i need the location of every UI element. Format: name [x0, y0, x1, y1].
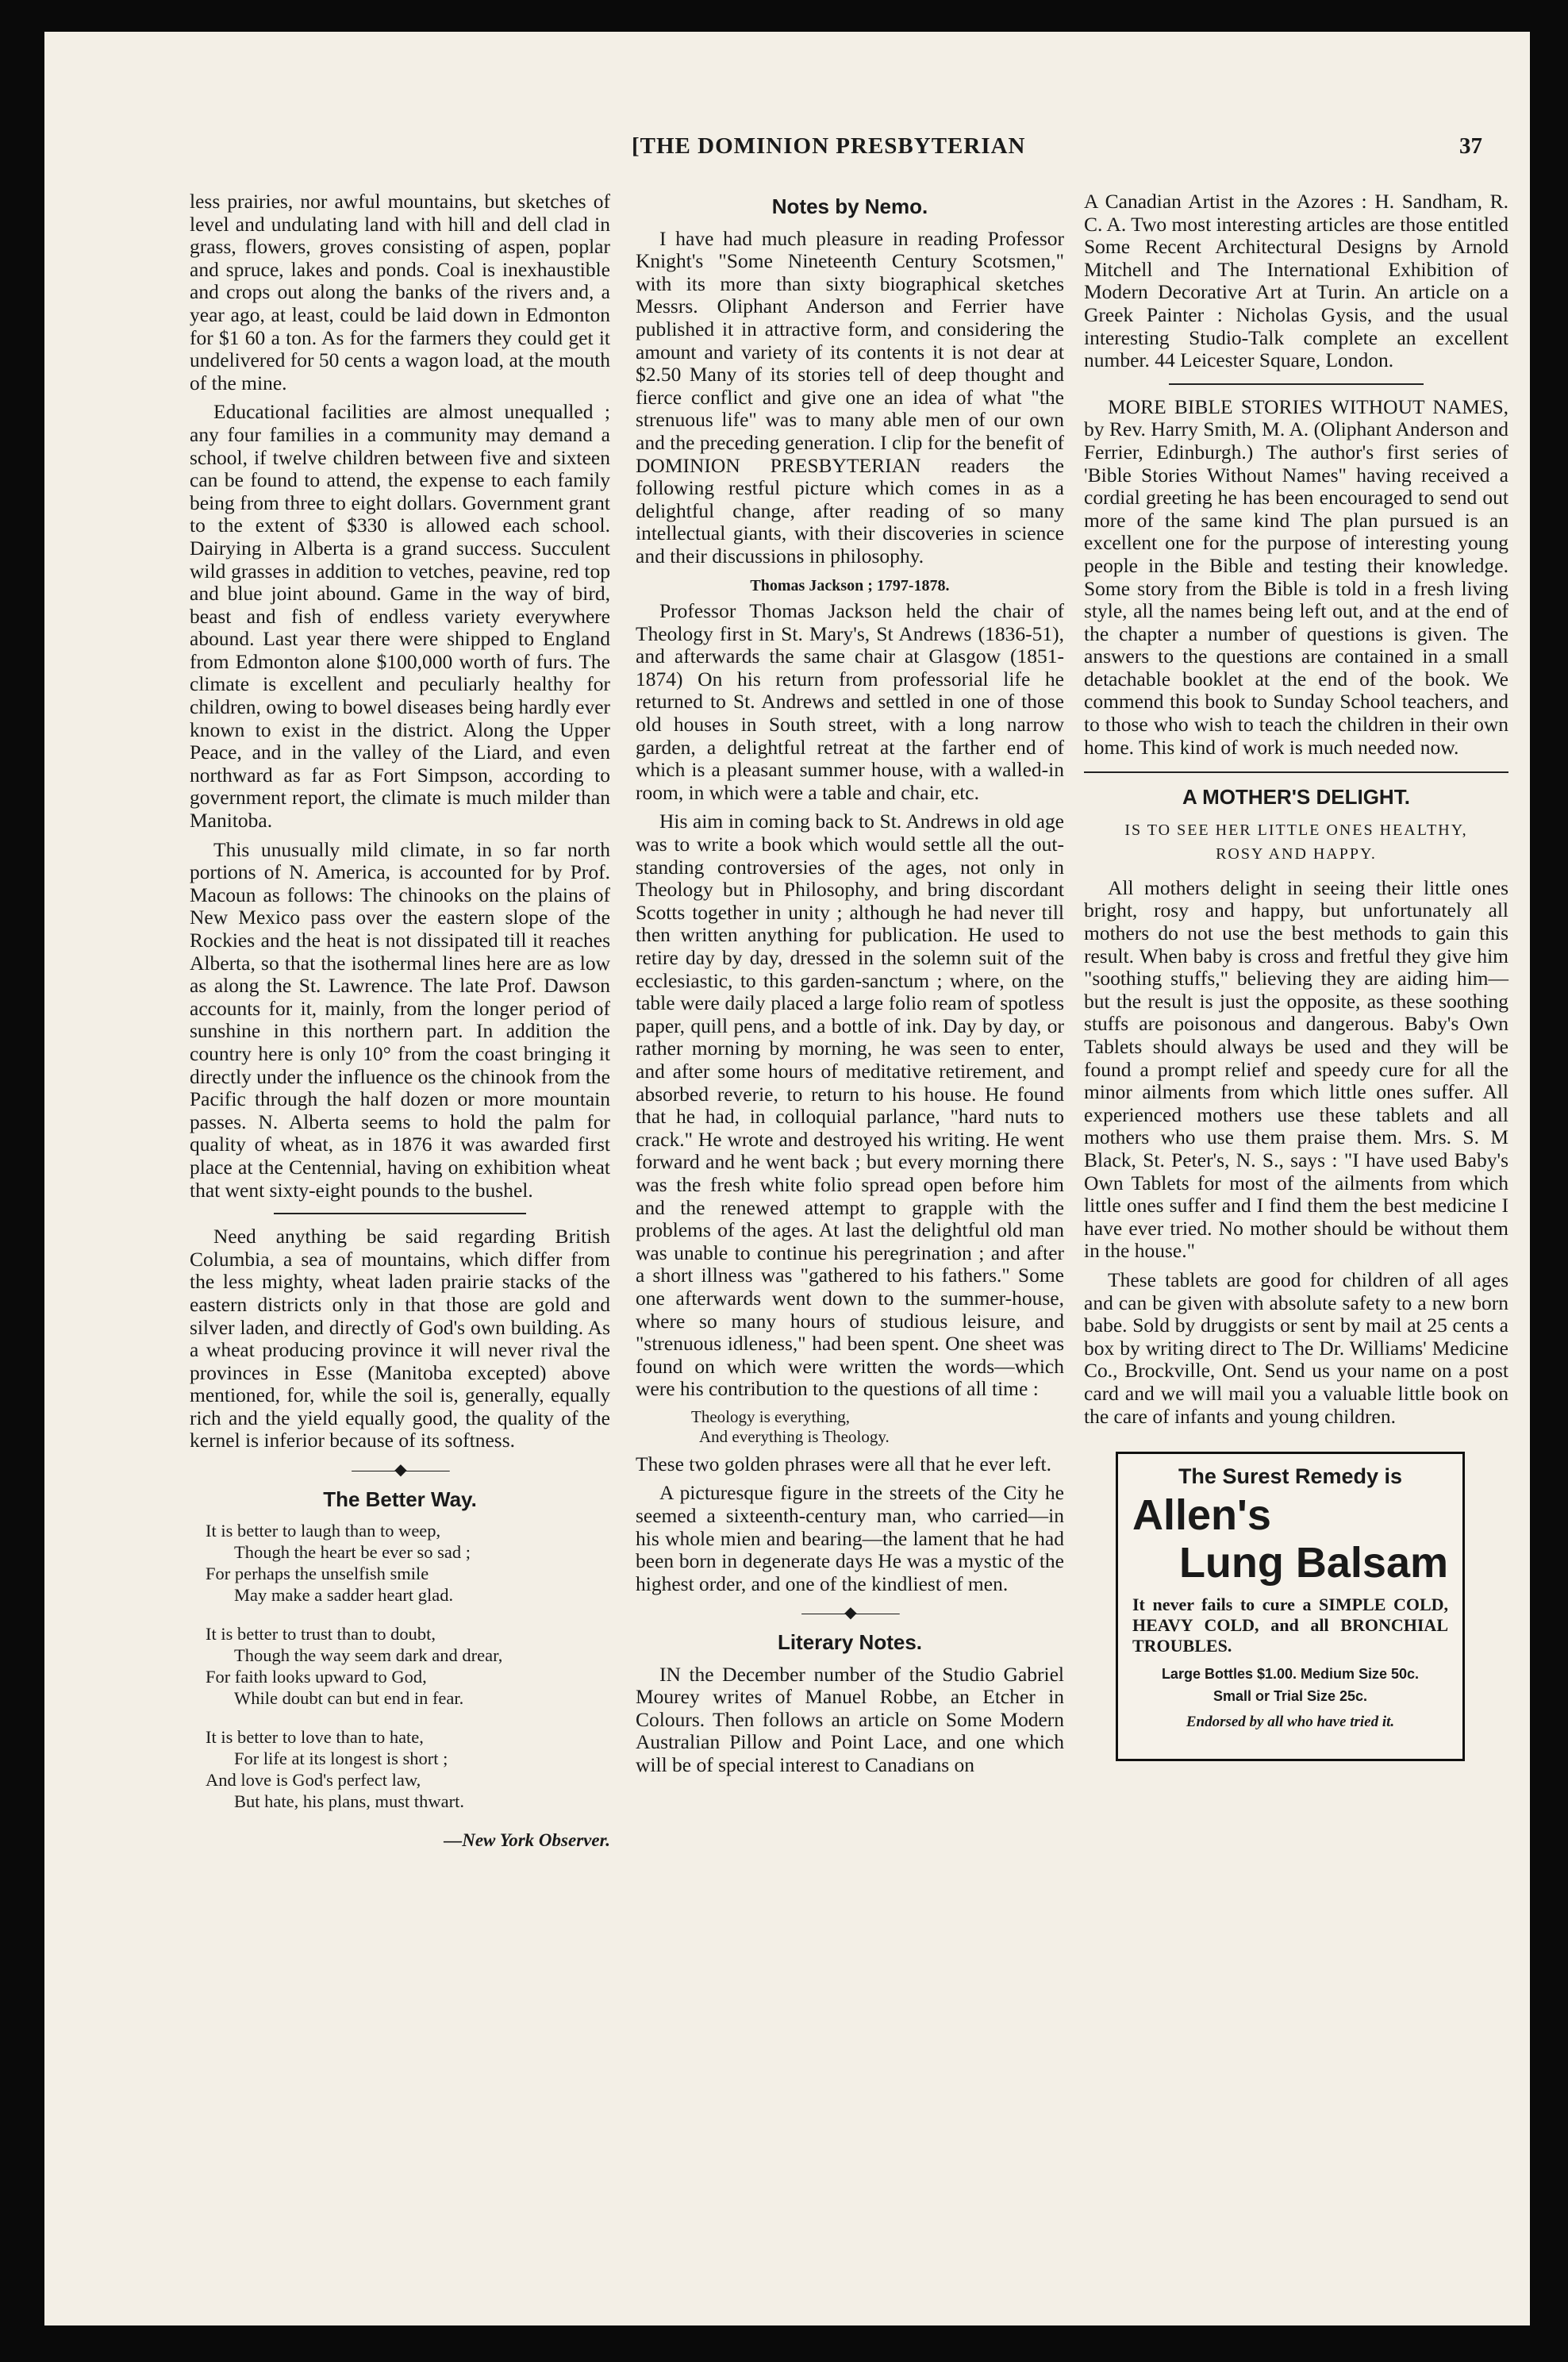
divider [1169, 383, 1424, 385]
ad-prices: Small or Trial Size 25c. [1213, 1688, 1368, 1705]
ad-body: It never fails to cure a SIMPLE COLD, HEAVY COLD, and all BRONCHIAL TROUBLES. [1132, 1594, 1448, 1656]
ad-prices: Large Bottles $1.00. Medium Size 50c. [1161, 1665, 1420, 1682]
poem-stanza [206, 1623, 610, 1709]
poem-line: And love is God's perfect law, [206, 1770, 421, 1791]
poem-line: For life at its longest is short ; [234, 1748, 448, 1769]
poem-line: It is better to love than to hate, [206, 1727, 424, 1748]
paragraph: I have had much pleasure in reading Professor Knight's "Some Nineteenth Century Scotsmen," with its more than sixty biographical sketches Messrs. Oliphant Anderson and Ferrier have published it in attractive form, and considering the amount and variety of its contents it is not dear at $2.50 Many of its stories tell of deep thought and fierce conflict and give one an idea of what "the strenuous life" was to many able men of our own and the preceding generation. I clip for the benefit of DOMINION PRESBYTERIAN readers the following restful picture which comes in as a delightful change, after reading of so many intellectual giants, with their discoveries in science and their discussions in philosophy. [636, 226, 1064, 567]
ad-product-name: Allen's [1132, 1491, 1271, 1539]
column-1 [190, 190, 610, 1852]
poem-stanza [206, 1726, 610, 1812]
poem-line: For faith looks upward to God, [206, 1667, 427, 1687]
quotation [691, 1407, 1064, 1447]
paragraph: less prairies, nor awful mountains, but sketches of level and undulating land with hill and dell clad in grass, flowers, groves consisting of aspen, poplar and spruce, lakes and ponds. Coal is inexhaustible and crops out along the banks of the rivers and, a year ago, at least, could be laid down in Edmonton for $1 60 a ton. As for the farmers they could get it undelivered for 50 cents a wagon load, at the mouth of the mine. [190, 190, 610, 394]
poem-line: For perhaps the unselfish smile [206, 1564, 429, 1584]
running-title: [THE DOMINION PRESBYTERIAN [632, 133, 1026, 159]
poem-line: May make a sadder heart glad. [234, 1585, 454, 1606]
paragraph: Need anything be said regarding British Columbia, a sea of mountains, which differ from the less mighty, wheat laden prairie stacks of the eastern districts only in that those are gold and silver laden, and directly of God's own building. As a wheat producing province it will never rival the provinces in Esse (Manitoba excepted) above mentioned, for, while the soil is, generally, equally rich and the yield equally good, the quality of the kernel is inferior because of its softness. [190, 1225, 610, 1452]
section-title: Notes by Nemo. [771, 194, 928, 218]
paragraph: A Canadian Artist in the Azores : H. Sandham, R. C. A. Two most interesting articles are those entitled Some Recent Architectural Designs by Arnold Mitchell and The International Exhibition of Modern Decorative Art at Turin. An article on a Greek Painter : Nicholas Gysis, and the usual interesting Studio-Talk complete an excellent number. 44 Leicester Square, London. [1084, 190, 1508, 372]
paragraph: IN the December number of the Studio Gabriel Mourey writes of Manuel Robbe, an Etcher in Colours. Then follows an article on Some Modern Australian Pillow and Point Lace, and one which will be of special interest to Canadians on [636, 1662, 1064, 1776]
poem-title: The Better Way. [323, 1487, 477, 1511]
poem-line: Though the heart be ever so sad ; [234, 1542, 471, 1563]
poem-stanza [206, 1520, 610, 1606]
quote-line: And everything is Theology. [699, 1426, 890, 1446]
paragraph: Educational facilities are almost unequalled ; any four families in a community may demand a school, if twelve children between five and sixteen can be found to attend, the expense to each family being from three to eight dollars. Government grant to the extent of $330 is allowed each school. Dairying in Alberta is a grand success. Succulent wild grasses in addition to vetches, peavine, red top and blue joint abound. Game in the way of bird, beast and fish of endless variety everywhere abound. Last year there were shipped to England from Edmonton alone $100,000 worth of furs. The climate is excellent and peculiarly healthy for children, owing to bowel diseases being hardly ever known to exist in the district. Along the Upper Peace, and in the valley of the Liard, and even northward as far as Fort Simpson, according to government report, the climate is much milder than Manitoba. [190, 400, 610, 833]
paragraph: His aim in coming back to St. Andrews in old age was to write a book which would settle all the out-standing controversies of the ages, not only in Theology but in Philosophy, and bring discordant Scotts together in unity ; although he had never till then written anything for publication. He used to retire day by day, dressed in the solemn suit of the ecclesiastic, to this garden-sanctum ; where, on the table were daily placed a large folio ream of spotless paper, quill pens, and a bottle of ink. Day by day, or rather morning by morning, he was seen to enter, and after some hours of meditative retirement, and absorbed reverie, to return to his house. He found that he had, in colloquial parlance, "hard nuts to crack." He wrote and destroyed his writing. He went forward and he went back ; but every morning there was the fresh white folio spread open before him and the renewed attempt to grapple with the problems of the ages. At last the delightful old man was unable to continue his peregrination ; and after a short illness was "gathered to his fathers." Some one afterwards went down to the summer-house, where so many hours of studious leisure, and "strenuous idleness," had been spent. One sheet was found on which were written the words—which were his contribution to the questions of all time : [636, 810, 1064, 1401]
paragraph: All mothers delight in seeing their little ones bright, rosy and happy, but unfortunately all mothers do not use the best methods to gain this result. When baby is cross and fretful they give him "soothing stuffs," believing they are aiding him—but the result is just the opposite, as these soothing stuffs are poisonous and dangerous. Baby's Own Tablets should always be used and they will be found a prompt relief and speedy cure for all the minor ailments from which little ones suffer. All experienced mothers use these tablets and all mothers who use them praise them. Mrs. S. M Black, St. Peter's, N. S., says : "I have used Baby's Own Tablets for most of the ailments from which little ones suffer and I find them the best medicine I have ever tried. No mother should be without them in the house." [1084, 875, 1508, 1263]
ad-subtitle [1084, 818, 1508, 866]
newspaper-page [44, 32, 1530, 2325]
ad-subtitle-line: IS TO SEE HER LITTLE ONES HEALTHY, [1124, 821, 1468, 839]
paragraph: These tablets are good for children of all ages and can be given with absolute safety to a new born babe. Sold by druggists or sent by mail at 25 cents a box by writing direct to The Dr. Williams' Medicine Co., Brockville, Ont. Send us your name on a post card and we will mail you a valuable little book on the care of infants and young children. [1084, 1268, 1508, 1428]
ad-product-name: Lung Balsam [1178, 1538, 1448, 1587]
paragraph: This unusually mild climate, in so far north portions of N. America, is accounted for by Prof. Macoun as follows: The chinooks on the plains of New Mexico pass over the eastern slope of the Rockies and the heat is not dissipated till it reaches Alberta, so that the isothermal lines here are as low as along the St. Lawrence. The late Prof. Dawson accounts for it, mainly, from the longer period of sunshine in this northern part. In addition the country here is only 10° from the coast bringing it directly under the influence os the chinook from the Pacific through the half dozen or more mountain passes. N. Alberta seems to hold the palm for quality of wheat, as in 1876 it was awarded first place at the Centennial, having on exhibition wheat that went sixty-eight pounds to the bushel. [190, 837, 610, 1202]
poem-line: It is better to trust than to doubt, [206, 1624, 436, 1645]
poem-line: While doubt can but end in fear. [234, 1688, 464, 1709]
advertisement-box [1116, 1452, 1465, 1761]
page-header [44, 133, 1530, 181]
column-2 [636, 190, 1064, 1783]
ad-title: A MOTHER'S DELIGHT. [1182, 785, 1410, 810]
section-title: Literary Notes. [777, 1630, 923, 1655]
ad-headline: The Surest Remedy is [1178, 1464, 1403, 1489]
quote-line: Theology is everything, [691, 1406, 851, 1426]
paragraph: Professor Thomas Jackson held the chair of Theology first in St. Mary's, St Andrews (1836-51), and afterwards the same chair at Glasgow (1851-1874) On his return from professorial life he returned to St. Andrews and settled in one of those old houses in South street, with a long narrow garden, a delightful retreat at the farther end of which is a pleasant summer house, with a walled-in room, in which were a table and chair, etc. [636, 599, 1064, 804]
paragraph: A picturesque figure in the streets of the City he seemed a sixteenth-century man, who carried—in his whole mien and bearing—the lament that he had been born in degenerate days He was a mystic of the highest order, and one of the kindliest of men. [636, 1481, 1064, 1595]
ad-endorsement: Endorsed by all who have tried it. [1186, 1713, 1395, 1730]
poem-byline: —New York Observer. [444, 1830, 610, 1851]
ornament-divider: ———◆——— [352, 1461, 448, 1479]
page-number: 37 [1459, 133, 1482, 159]
subheading: Thomas Jackson ; 1797-1878. [750, 576, 950, 594]
ornament-divider: ———◆——— [801, 1604, 898, 1622]
paragraph: MORE BIBLE STORIES WITHOUT NAMES, by Rev. Harry Smith, M. A. (Oliphant Anderson and Ferrier, Edinburgh.) The author's first series of 'Bible Stories Without Names" having received a cordial greeting he has been encouraged to send out more of the same kind The plan pursued is an excellent one for the purpose of interesting young people in the Bible and testing their knowledge. Some story from the Bible is told in a fresh living style, all the names being left out, and at the end of the chapter a number of questions is given. The answers to the questions are contained in a small detachable booklet at the end of the book. We commend this book to Sunday School teachers, and to those who wish to teach the children in their own home. This kind of work is much needed now. [1084, 394, 1508, 759]
divider [1084, 771, 1508, 773]
divider [274, 1213, 526, 1214]
poem-line: It is better to laugh than to weep, [206, 1521, 441, 1541]
column-3 [1084, 190, 1508, 1761]
poem-line: But hate, his plans, must thwart. [234, 1791, 464, 1812]
paragraph: These two golden phrases were all that he ever left. [636, 1452, 1051, 1475]
ad-subtitle-line: ROSY AND HAPPY. [1216, 844, 1377, 863]
poem-line: Though the way seem dark and drear, [234, 1645, 503, 1666]
